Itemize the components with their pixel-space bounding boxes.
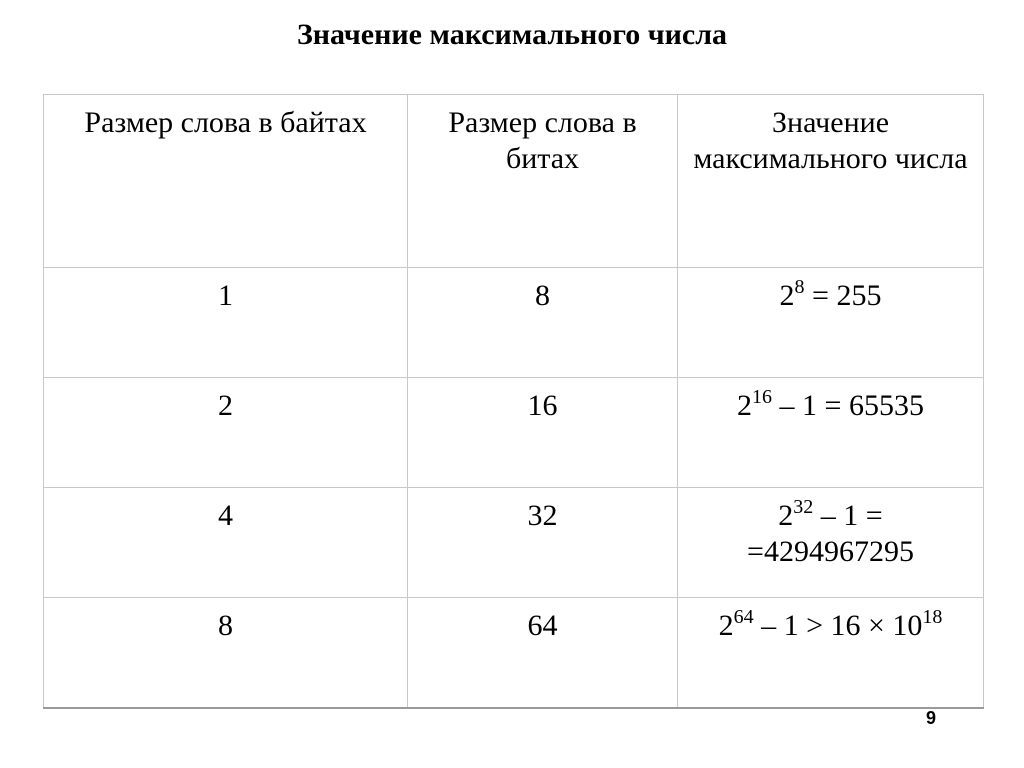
cell-bytes: 1 (44, 268, 408, 378)
header-max-value: Значение максимального числа (678, 95, 984, 268)
expression-rest: = 255 (804, 279, 882, 312)
page-title: Значение максимального числа (296, 18, 728, 51)
power-exponent: 64 (733, 606, 754, 628)
page-number: 9 (926, 708, 937, 728)
cell-bytes: 8 (44, 598, 408, 708)
cell-max-value (678, 488, 984, 598)
cell-bits: 32 (408, 488, 678, 598)
power-exponent-2: 18 (922, 606, 943, 628)
header-word-bits: Размер слова в битах (408, 95, 678, 268)
cell-max-value (678, 378, 984, 488)
table-row (44, 598, 984, 708)
cell-bits: 64 (408, 598, 678, 708)
power-base: 2 (737, 389, 753, 422)
power-base: 2 (779, 279, 795, 312)
table-row (44, 268, 984, 378)
power-exponent: 16 (752, 386, 773, 408)
power-exponent: 8 (794, 276, 805, 298)
power-base: 2 (718, 609, 734, 642)
max-value-table (43, 94, 984, 709)
expression-rest: – 1 = 65535 (772, 389, 924, 422)
power-exponent: 32 (793, 496, 814, 518)
header-word-bytes: Размер слова в байтах (44, 95, 408, 268)
cell-bytes: 4 (44, 488, 408, 598)
expression-rest: – 1 = (813, 499, 883, 532)
cell-bits: 8 (408, 268, 678, 378)
expression-rest: – 1 > 16 × 10 (753, 609, 923, 642)
cell-max-value (678, 268, 984, 378)
table-header-row (44, 95, 984, 268)
table-row (44, 488, 984, 598)
cell-max-value (678, 598, 984, 708)
table-row (44, 378, 984, 488)
cell-bits: 16 (408, 378, 678, 488)
cell-bytes: 2 (44, 378, 408, 488)
expression-result: =4294967295 (747, 535, 914, 568)
power-base: 2 (778, 499, 794, 532)
